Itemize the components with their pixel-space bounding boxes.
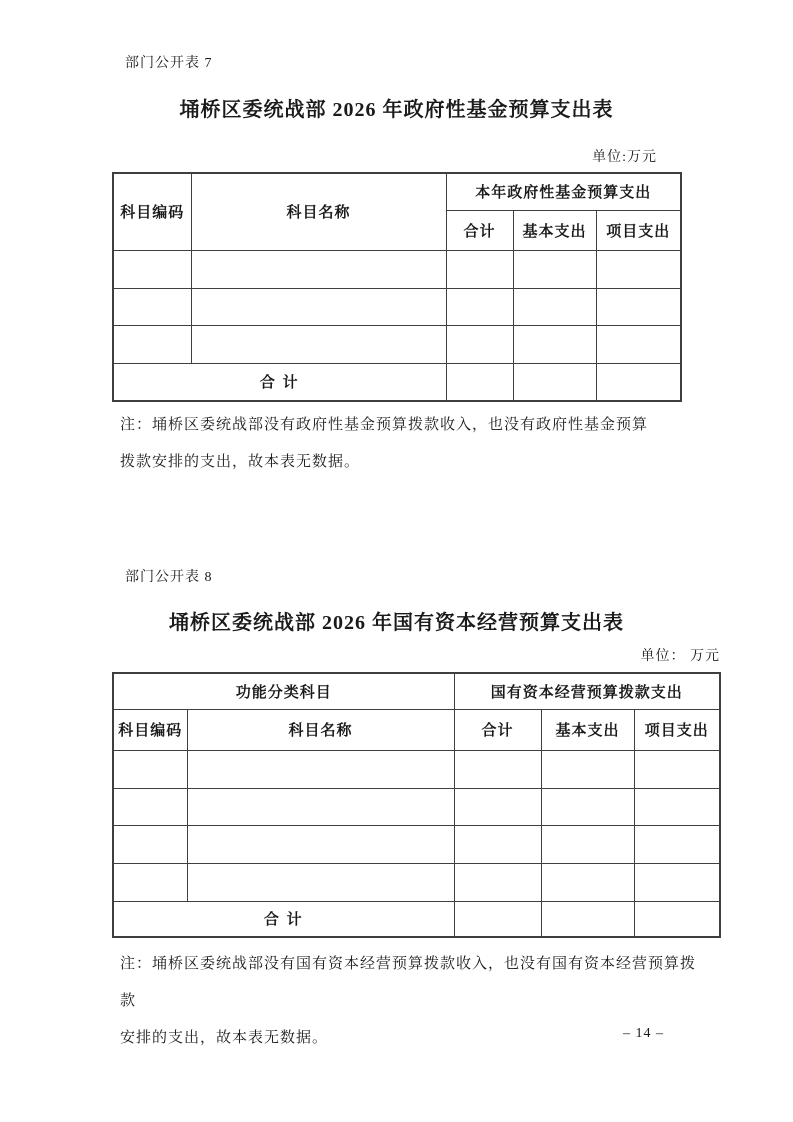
empty-cell <box>191 250 446 288</box>
empty-cell <box>634 750 720 788</box>
empty-cell <box>187 863 454 901</box>
section1-unit-label: 单位:万元 <box>592 150 657 165</box>
header-subject-name: 科目名称 <box>187 709 454 750</box>
table-row <box>113 673 720 709</box>
empty-cell <box>513 288 596 325</box>
empty-cell <box>596 250 681 288</box>
empty-cell <box>187 788 454 825</box>
empty-cell <box>446 325 513 363</box>
empty-cell <box>541 825 634 863</box>
section2-title: 埇桥区委统战部 2026 年国有资本经营预算支出表 <box>169 612 624 634</box>
empty-cell <box>541 750 634 788</box>
table-row <box>113 825 720 863</box>
section2-table-label: 部门公开表 8 <box>125 570 213 585</box>
empty-cell <box>596 325 681 363</box>
empty-cell <box>113 288 191 325</box>
header-subject-name: 科目名称 <box>191 173 446 250</box>
empty-cell <box>446 363 513 401</box>
page-number: – 14 – <box>623 1026 664 1041</box>
total-row-label: 合 计 <box>113 363 446 401</box>
empty-cell <box>541 788 634 825</box>
table-row <box>113 288 681 325</box>
empty-cell <box>113 788 187 825</box>
section2-note-line2: 安排的支出，故本表无数据。 <box>120 1030 329 1046</box>
empty-cell <box>596 288 681 325</box>
header-total: 合计 <box>454 709 541 750</box>
header-total: 合计 <box>446 210 513 250</box>
empty-cell <box>513 250 596 288</box>
empty-cell <box>113 325 191 363</box>
section1-note-line1: 注：埇桥区委统战部没有政府性基金预算拨款收入，也没有政府性基金预算 <box>120 417 649 433</box>
total-row-label: 合 计 <box>113 901 454 937</box>
empty-cell <box>541 863 634 901</box>
total-row <box>113 363 681 401</box>
section1-table-label: 部门公开表 7 <box>125 56 213 71</box>
header-group: 本年政府性基金预算支出 <box>446 173 681 210</box>
empty-cell <box>187 825 454 863</box>
table-row <box>113 709 720 750</box>
empty-cell <box>454 825 541 863</box>
empty-cell <box>541 901 634 937</box>
empty-cell <box>513 363 596 401</box>
empty-cell <box>113 825 187 863</box>
empty-cell <box>187 750 454 788</box>
header-project: 项目支出 <box>596 210 681 250</box>
empty-cell <box>446 250 513 288</box>
table-row <box>113 788 720 825</box>
empty-cell <box>634 825 720 863</box>
section1-note <box>120 407 700 481</box>
empty-cell <box>191 288 446 325</box>
header-group-right: 国有资本经营预算拨款支出 <box>454 673 720 709</box>
empty-cell <box>634 788 720 825</box>
header-group-left: 功能分类科目 <box>113 673 454 709</box>
empty-cell <box>634 901 720 937</box>
header-basic: 基本支出 <box>541 709 634 750</box>
header-subject-code: 科目编码 <box>113 709 187 750</box>
table-row <box>113 173 681 210</box>
section1-title: 埇桥区委统战部 2026 年政府性基金预算支出表 <box>179 99 614 121</box>
section2-budget-table <box>112 672 721 938</box>
empty-cell <box>454 750 541 788</box>
table-row <box>113 250 681 288</box>
empty-cell <box>634 863 720 901</box>
empty-cell <box>446 288 513 325</box>
table-row <box>113 325 681 363</box>
empty-cell <box>113 250 191 288</box>
empty-cell <box>113 750 187 788</box>
section1-note-line2: 拨款安排的支出，故本表无数据。 <box>120 454 361 470</box>
header-basic: 基本支出 <box>513 210 596 250</box>
header-project: 项目支出 <box>634 709 720 750</box>
empty-cell <box>113 863 187 901</box>
header-subject-code: 科目编码 <box>113 173 191 250</box>
empty-cell <box>454 901 541 937</box>
table-row <box>113 750 720 788</box>
section1-budget-table <box>112 172 682 402</box>
table-row <box>113 863 720 901</box>
section2-note-line1: 注：埇桥区委统战部没有国有资本经营预算拨款收入，也没有国有资本经营预算拨款 <box>120 956 697 1009</box>
total-row <box>113 901 720 937</box>
empty-cell <box>191 325 446 363</box>
section2-note <box>120 946 700 1057</box>
empty-cell <box>596 363 681 401</box>
empty-cell <box>513 325 596 363</box>
empty-cell <box>454 863 541 901</box>
empty-cell <box>454 788 541 825</box>
section2-unit-label: 单位： 万元 <box>640 649 720 664</box>
